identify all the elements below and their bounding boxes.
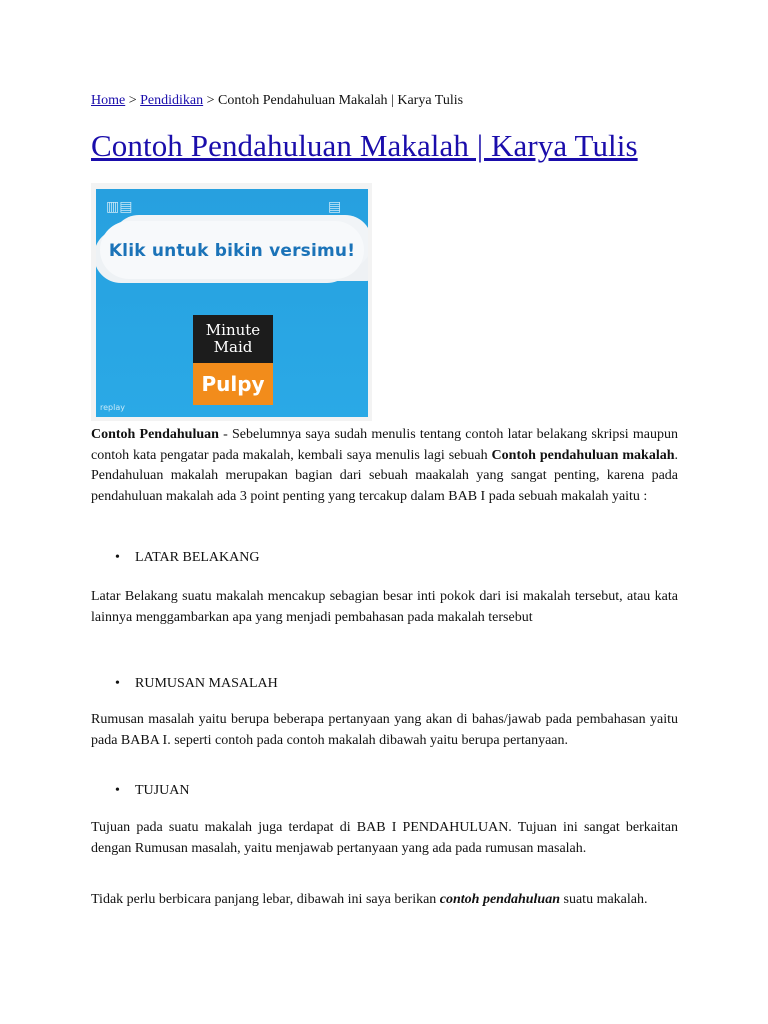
building-icon: ▤ — [328, 199, 342, 215]
intro-bold-keyword: Contoh pendahuluan makalah — [491, 447, 675, 463]
product-label: Pulpy — [193, 363, 273, 405]
closing-paragraph — [91, 890, 678, 911]
section-heading: LATAR BELAKANG — [135, 550, 260, 565]
brand-logo-line: Maid — [213, 338, 253, 356]
list-item-latar-belakang — [115, 550, 259, 566]
closing-emphasis: contoh pendahuluan — [439, 892, 561, 907]
intro-paragraph — [91, 425, 678, 507]
breadcrumb-home-link[interactable]: Home — [91, 93, 126, 108]
section-heading: RUMUSAN MASALAH — [135, 676, 278, 691]
closing-text: Tidak perlu berbicara panjang lebar, dibawah ini saya berikan — [91, 892, 440, 907]
section-paragraph: Rumusan masalah yaitu berupa beberapa pertanyaan yang akan di bahas/jawab pada pembahasan yaitu pada BABA I. seperti contoh pada contoh makalah dibawah yaitu berupa pertanyaan. — [91, 712, 678, 748]
section-paragraph: Latar Belakang suatu makalah mencakup sebagian besar inti pokok dari isi makalah tersebut, atau kata lainnya menggambarkan apa yang menjadi pembahasan pada makalah tersebut — [91, 589, 678, 625]
ad-image[interactable] — [96, 189, 368, 417]
intro-bold-lead: Contoh Pendahuluan — [91, 427, 219, 442]
breadcrumb-separator: > — [203, 93, 219, 108]
breadcrumb-category-link[interactable]: Pendidikan — [140, 93, 204, 108]
breadcrumb-separator: > — [125, 93, 141, 108]
bullet-icon: • — [115, 676, 120, 691]
breadcrumb — [91, 93, 463, 109]
intro-text: - Sebelumnya saya sudah menulis tentang contoh latar belakang skripsi maupun contoh kata pengatar pada makalah, kembali saya menulis lagi sebuah — [91, 427, 679, 463]
page-title[interactable]: Contoh Pendahuluan Makalah | Karya Tulis — [91, 128, 638, 163]
intro-text: . Pendahuluan makalah merupakan bagian dari sebuah maakalah yang sangat penting, karena pada pendahuluan makalah ada 3 point penting yang tercakup dalam BAB I pada sebuah makalah yaitu : — [91, 447, 679, 504]
breadcrumb-current: Contoh Pendahuluan Makalah | Karya Tulis — [218, 93, 464, 108]
section-heading: TUJUAN — [135, 783, 190, 798]
ad-headline: Klik untuk bikin versimu! — [108, 241, 356, 261]
building-icon: ▥▤ — [106, 199, 133, 215]
list-item-tujuan — [115, 783, 189, 799]
list-item-rumusan-masalah — [115, 676, 278, 692]
closing-text: suatu makalah. — [560, 892, 648, 907]
section-paragraph: Tujuan pada suatu makalah juga terdapat di BAB I PENDAHULUAN. Tujuan ini sangat berkaitan dengan Rumusan masalah, yaitu menjawab pertanyaan yang ada pada rumusan masalah. — [91, 820, 678, 856]
bullet-icon: • — [115, 783, 120, 798]
replay-link[interactable]: replay — [100, 403, 125, 412]
bullet-icon: • — [115, 550, 120, 565]
brand-logo — [193, 315, 273, 363]
brand-logo-line: Minute — [205, 321, 261, 339]
advertisement-banner[interactable] — [91, 183, 372, 421]
